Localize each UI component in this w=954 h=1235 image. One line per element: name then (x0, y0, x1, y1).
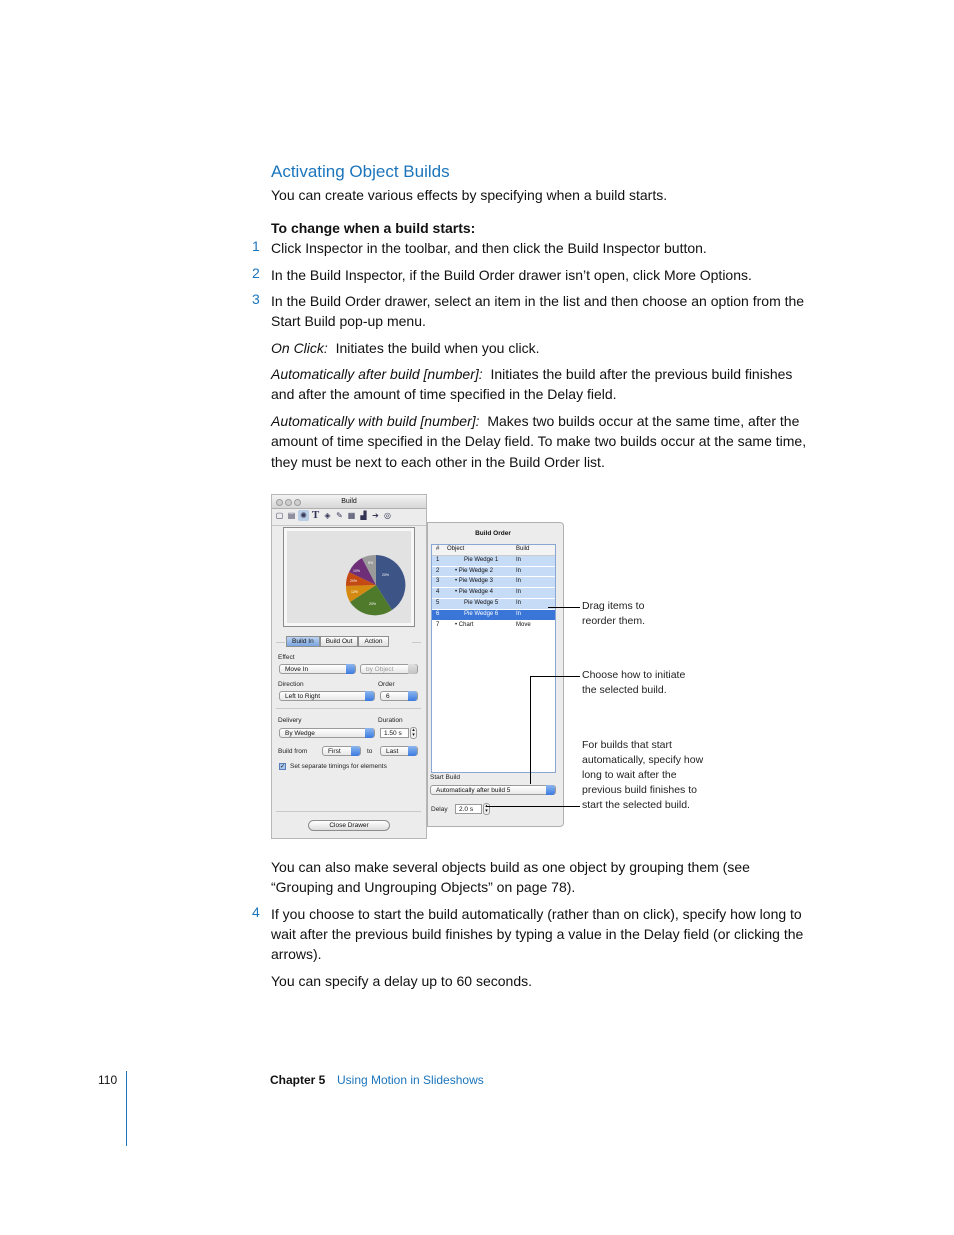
row-number: 6 (436, 610, 440, 617)
duration-stepper[interactable]: ▴ ▾ (410, 727, 417, 739)
step-text: In the Build Order drawer, select an item in the list and then choose an option from the (271, 293, 805, 309)
grouping-text: You can also make several objects build as one object by grouping them (see (271, 859, 750, 875)
table-header (432, 545, 555, 556)
effect-sub-value: by Object (366, 666, 394, 673)
build-preview (283, 527, 415, 627)
pie-chart-preview (284, 528, 414, 626)
effect-value: Move In (285, 666, 309, 673)
popup-arrows-icon (408, 664, 417, 674)
build-to-value: Last (386, 748, 399, 755)
row-object: Pie Wedge 5 (464, 599, 499, 606)
build-from-popup[interactable] (322, 746, 361, 756)
effect-direction-popup (360, 664, 418, 674)
drawer-title: Build Order (475, 530, 511, 537)
step-text: Start Build pop-up menu. (271, 313, 426, 329)
pie-label: 20% (350, 579, 358, 583)
start-build-value: Automatically after build 5 (436, 787, 511, 794)
row-build: In (516, 599, 522, 606)
row-object: • Pie Wedge 4 (455, 589, 494, 596)
table-row[interactable] (432, 567, 555, 578)
option-after-build (271, 364, 792, 385)
popup-arrows-icon (346, 664, 355, 674)
row-build: In (516, 567, 522, 574)
quicktime-inspector-icon[interactable]: ◎ (384, 511, 391, 520)
footer-divider (126, 1071, 127, 1146)
step-text: wait after the previous build finishes by typing a value in the Delay field (or clicking the (271, 926, 804, 942)
option-term: Automatically with build [number]: (271, 413, 480, 429)
hyperlink-inspector-icon[interactable]: ➔ (372, 511, 379, 520)
direction-label: Direction (278, 681, 304, 688)
build-order-table (431, 544, 556, 773)
step-text: Click Inspector in the toolbar, and then click the Build Inspector button. (271, 240, 707, 256)
duration-label: Duration (378, 717, 403, 724)
popup-arrows-icon (351, 746, 360, 756)
metrics-inspector-icon[interactable]: ✎ (336, 511, 343, 520)
column-header: Object (447, 546, 465, 552)
option-desc: amount of time specified in the Delay field. To make two builds occur at the same time, (271, 433, 807, 449)
pie-label: 20% (382, 573, 390, 577)
step-number: 3 (252, 291, 260, 307)
page-number: 110 (98, 1073, 118, 1087)
callout-line (530, 676, 580, 677)
callout-line (486, 806, 580, 807)
to-label: to (367, 748, 373, 755)
direction-value: Left to Right (285, 693, 321, 700)
option-desc: Initiates the build after the previous build finishes (490, 366, 793, 382)
row-number: 4 (436, 589, 440, 596)
delay-field[interactable]: 2.0 s (455, 804, 482, 814)
row-build: In (516, 578, 522, 585)
tab-action[interactable]: Action (358, 636, 388, 647)
section-heading: Activating Object Builds (271, 162, 450, 181)
row-object: • Pie Wedge 2 (455, 567, 494, 574)
footer-chapter: Chapter 5 (270, 1073, 326, 1087)
close-window-icon[interactable] (276, 499, 283, 506)
callout-line (530, 676, 531, 784)
popup-arrows-icon (408, 746, 417, 756)
row-build: In (516, 610, 522, 617)
build-inspector-icon[interactable]: ✺ (298, 510, 309, 521)
callout-initiate-build: Choose how to initiate the selected build. (582, 669, 686, 696)
popup-arrows-icon (365, 728, 374, 738)
build-from-label: Build from (278, 748, 308, 755)
option-on-click (271, 338, 539, 359)
step-text: arrows). (271, 946, 322, 962)
zoom-window-icon[interactable] (294, 499, 301, 506)
duration-field[interactable]: 1.50 s (380, 728, 409, 738)
option-term: Automatically after build [number]: (271, 366, 483, 382)
delay-note: You can specify a delay up to 60 seconds. (271, 973, 532, 989)
table-row[interactable] (432, 556, 555, 567)
build-tabs (286, 636, 389, 647)
tab-build-in[interactable]: Build In (286, 636, 320, 647)
callout-delay: For builds that start automatically, specify how long to wait after the previous build finishes to start the selected build. (582, 739, 704, 811)
row-build: In (516, 556, 522, 563)
build-order-drawer (427, 522, 564, 827)
option-desc: Initiates the build when you click. (335, 340, 540, 356)
window-titlebar (272, 495, 426, 509)
row-build: Move (516, 621, 531, 628)
delay-label: Delay (431, 806, 448, 813)
option-desc: Makes two builds occur at the same time, after the (487, 413, 800, 429)
step-text: In the Build Inspector, if the Build Order drawer isn’t open, click More Options. (271, 267, 752, 283)
build-inspector-window (271, 494, 427, 839)
column-header: # (436, 546, 440, 552)
option-desc: they must be next to each other in the Build Order list. (271, 454, 605, 470)
row-build: In (516, 589, 522, 596)
step-number: 2 (252, 265, 260, 281)
row-number: 3 (436, 578, 440, 585)
callout-drag-items: Drag items to reorder them. (582, 600, 646, 627)
column-header: Build (516, 546, 530, 552)
popup-arrows-icon (365, 691, 374, 701)
pie-label: 12% (351, 590, 359, 594)
build-from-value: First (328, 748, 341, 755)
delivery-value: By Wedge (285, 730, 315, 737)
effect-label: Effect (278, 654, 295, 661)
pie-label: 20% (369, 602, 377, 606)
delivery-popup[interactable] (279, 728, 375, 738)
row-object: Pie Wedge 6 (464, 610, 499, 617)
option-with-build (271, 411, 799, 432)
popup-arrows-icon (546, 785, 555, 795)
row-number: 5 (436, 599, 440, 606)
window-title: Build (341, 498, 357, 505)
tab-build-out[interactable]: Build Out (320, 636, 359, 647)
option-term: On Click: (271, 340, 328, 356)
inspector-toolbar (272, 509, 426, 526)
start-build-popup[interactable] (430, 785, 556, 795)
row-number: 1 (436, 556, 440, 563)
order-value: 6 (386, 693, 390, 700)
grouping-text: “Grouping and Ungrouping Objects” on page 78). (271, 879, 576, 895)
separate-timings-checkbox[interactable]: ✓ (280, 764, 286, 770)
start-build-label: Start Build (430, 774, 460, 781)
delay-stepper[interactable]: ▾ (483, 803, 490, 815)
row-object: • Pie Wedge 3 (455, 578, 494, 585)
graphic-inspector-icon[interactable]: ◈ (324, 511, 331, 520)
popup-arrows-icon (408, 691, 417, 701)
step-number: 4 (252, 904, 260, 920)
table-row[interactable] (432, 599, 555, 610)
pie-label: 10% (353, 569, 361, 573)
row-number: 7 (436, 621, 440, 628)
table-row[interactable] (432, 621, 555, 632)
table-row[interactable] (432, 588, 555, 599)
task-title: To change when a build starts: (271, 220, 476, 236)
row-number: 2 (436, 567, 440, 574)
document-inspector-icon[interactable]: ▢ (275, 511, 284, 520)
effect-popup[interactable] (279, 664, 356, 674)
build-to-popup[interactable] (380, 746, 418, 756)
close-drawer-button[interactable]: Close Drawer (308, 820, 390, 831)
minimize-window-icon[interactable] (285, 499, 292, 506)
chart-inspector-icon[interactable]: ▟ (360, 511, 367, 520)
slide-inspector-icon[interactable]: ▤ (287, 511, 296, 520)
table-row-selected[interactable] (432, 610, 555, 621)
row-object: Pie Wedge 1 (464, 556, 499, 563)
option-desc: and after the amount of time specified in the Delay field. (271, 386, 617, 402)
table-inspector-icon[interactable]: ▦ (347, 511, 356, 520)
order-popup[interactable] (380, 691, 418, 701)
text-inspector-icon[interactable]: T (311, 509, 320, 521)
footer-chapter-title[interactable]: Using Motion in Slideshows (337, 1073, 484, 1087)
row-object: • Chart (455, 621, 474, 628)
step-number: 1 (252, 238, 260, 254)
intro-text: You can create various effects by specifying when a build starts. (271, 187, 668, 203)
delivery-label: Delivery (278, 717, 302, 724)
callout-line (548, 607, 580, 608)
direction-popup[interactable] (279, 691, 375, 701)
step-text: If you choose to start the build automatically (rather than on click), specify how long to (271, 906, 802, 922)
table-row[interactable] (432, 577, 555, 588)
separate-timings-label: Set separate timings for elements (290, 763, 387, 770)
pie-label: 8% (368, 561, 374, 565)
order-label: Order (378, 681, 395, 688)
